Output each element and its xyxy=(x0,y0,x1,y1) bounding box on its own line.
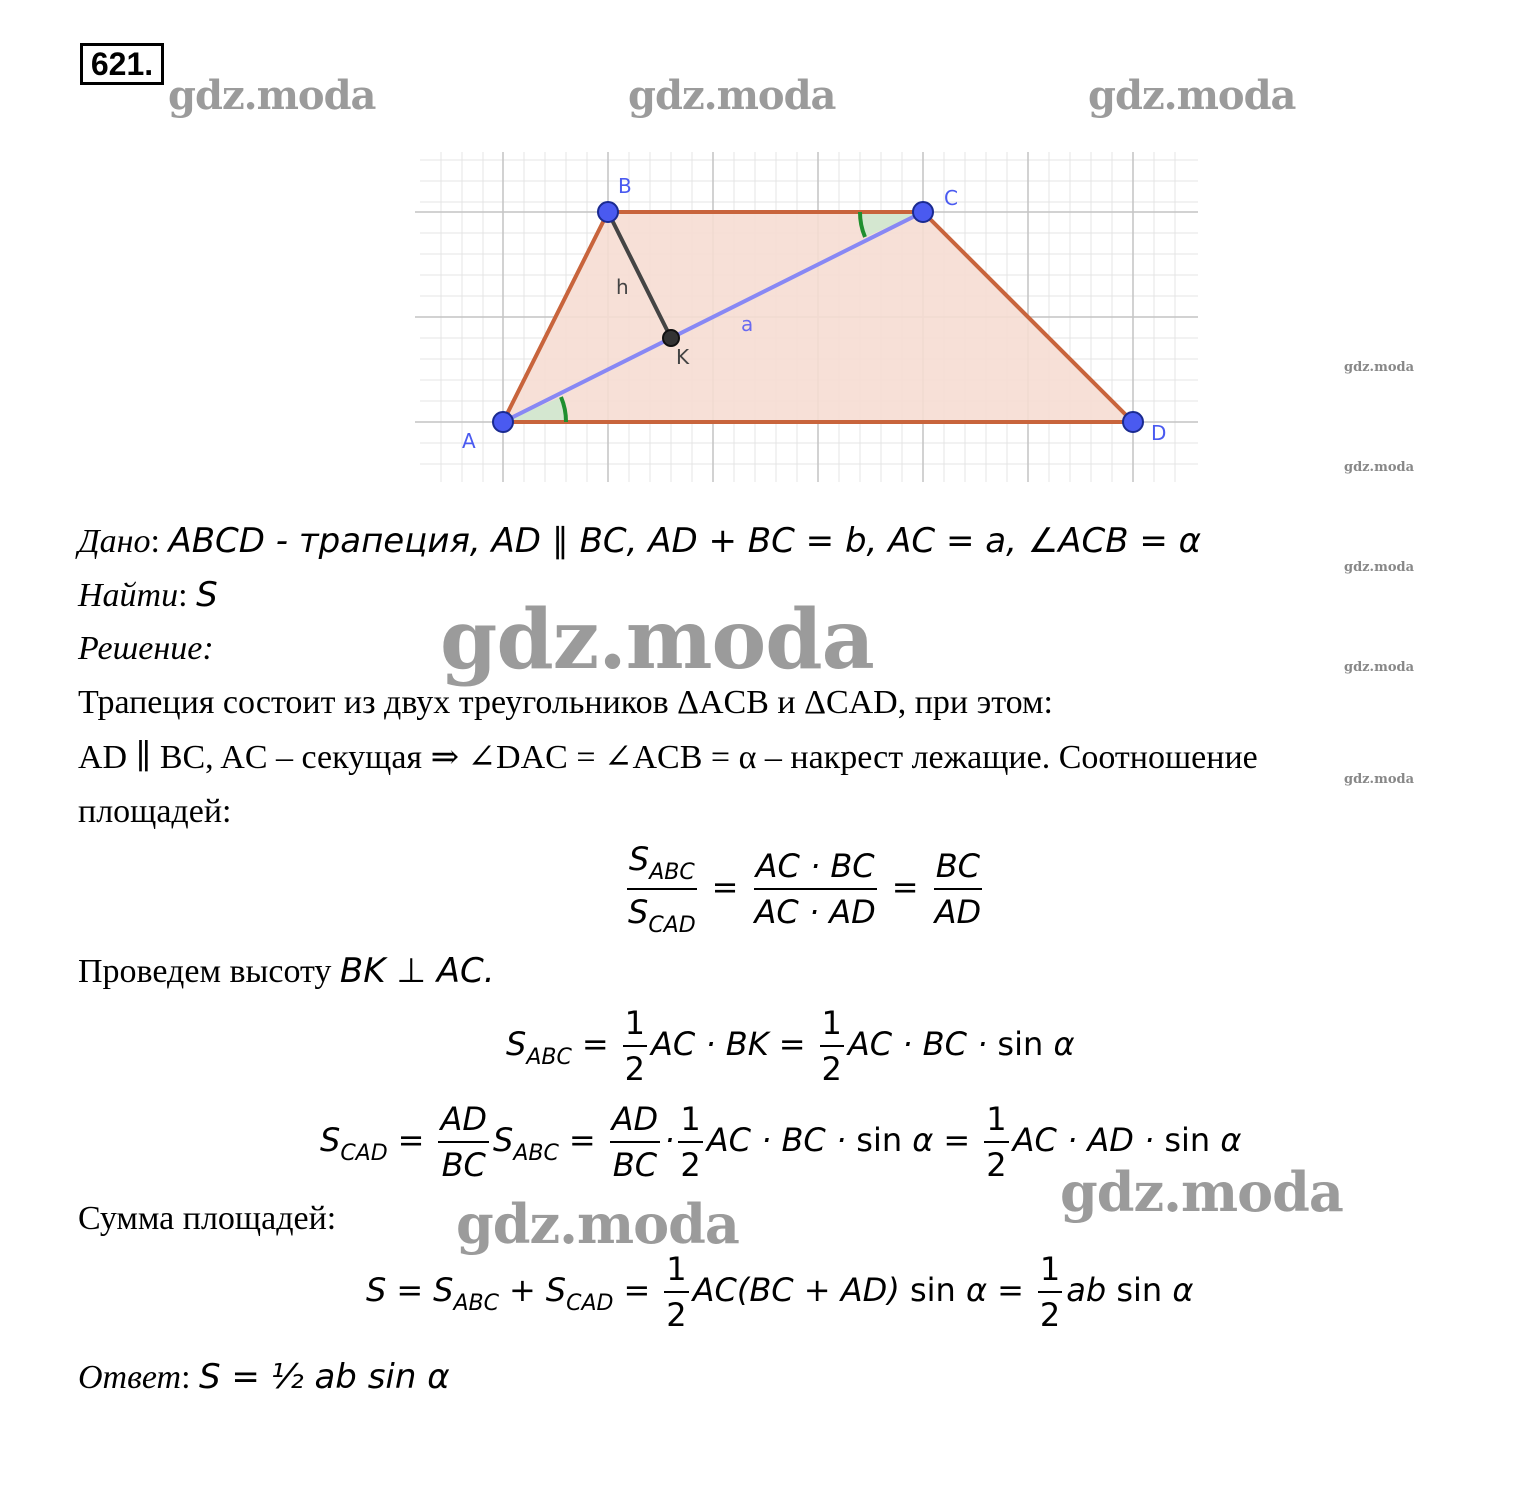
find-text: S xyxy=(196,575,218,615)
point-c xyxy=(913,202,933,222)
point-a xyxy=(493,412,513,432)
watermark-small: gdz.moda xyxy=(1344,560,1415,575)
point-k xyxy=(663,330,679,346)
point-b xyxy=(598,202,618,222)
paragraph-4-math: BK ⊥ AC. xyxy=(339,951,495,991)
point-d xyxy=(1123,412,1143,432)
solution-label-text: Решение xyxy=(78,630,203,667)
watermark-small: gdz.moda xyxy=(1344,360,1415,375)
watermark: gdz.moda xyxy=(1060,1160,1343,1224)
given-line: Дано: ABCD - трапеция, AD ∥ BC, AD + BC = b, AC = a, ∠ACB = α xyxy=(78,521,1202,561)
solution-label: Решение: xyxy=(78,630,214,667)
watermark-small: gdz.moda xyxy=(1344,660,1415,675)
answer-expr: S = ½ ab sin α xyxy=(199,1357,450,1397)
formula-total-area: $S = S_{ABC} + S_{CAD}$ = $\frac{1}{2}$ AC(BC + AD) sin α = $\frac{1}{2}$ ab sin α xyxy=(366,1250,1194,1334)
watermark: gdz.moda xyxy=(456,1192,739,1256)
watermark: gdz.moda xyxy=(628,72,836,119)
trapezoid-diagram xyxy=(410,150,1210,490)
label-d: D xyxy=(1151,421,1167,445)
given-label: Дано xyxy=(78,523,151,560)
watermark-small: gdz.moda xyxy=(1344,772,1415,787)
watermark: gdz.moda xyxy=(1088,72,1296,119)
paragraph-2: AD ∥ BC, AC – секущая ⇒ ∠DAC = ∠ACB = α – накрест лежащие. Соотношение xyxy=(78,739,1258,776)
answer-line: Ответ: S = ½ ab sin α xyxy=(78,1357,450,1397)
paragraph-4 xyxy=(78,951,495,991)
formula-s-abc: $S_{ABC}$ = $\frac{1}{2}$ AC · BK = $\frac{1}{2}$ AC · BC · sin α xyxy=(506,1004,1075,1088)
formula-area-ratio: $\frac{S_{ABC}}{S_{CAD}}$ = $\frac{AC \cdot BC}{AC \cdot AD}$ = $\frac{BC}{AD}$ xyxy=(628,840,982,938)
label-a-diagonal: a xyxy=(741,312,754,336)
watermark: gdz.moda xyxy=(440,592,874,688)
problem-number: 621. xyxy=(80,43,164,85)
paragraph-4-text: Проведем высоту xyxy=(78,953,332,990)
answer-label: Ответ xyxy=(78,1359,182,1396)
find-line: Найти: S xyxy=(78,575,218,615)
watermark: gdz.moda xyxy=(168,72,376,119)
label-b: B xyxy=(618,174,632,198)
label-c: C xyxy=(944,186,958,210)
given-text: ABCD - трапеция, AD ∥ BC, AD + BC = b, AC = a, ∠ACB = α xyxy=(168,521,1202,561)
label-h: h xyxy=(616,275,629,299)
paragraph-1: Трапеция состоит из двух треугольников ΔACB и ΔCAD, при этом: xyxy=(78,684,1053,721)
label-a: A xyxy=(462,429,476,453)
watermark-small: gdz.moda xyxy=(1344,460,1415,475)
sum-label: Сумма площадей: xyxy=(78,1200,337,1237)
find-label: Найти xyxy=(78,577,179,614)
paragraph-3: площадей: xyxy=(78,793,232,830)
label-k: K xyxy=(676,345,690,369)
formula-s-cad: $S_{CAD}$ = $\frac{AD}{BC}$ $S_{ABC}$ = $\frac{AD}{BC}$ · $\frac{1}{2}$ AC · BC · sin α = $\frac{1}{2}$ AC · AD · sin α xyxy=(320,1100,1242,1184)
